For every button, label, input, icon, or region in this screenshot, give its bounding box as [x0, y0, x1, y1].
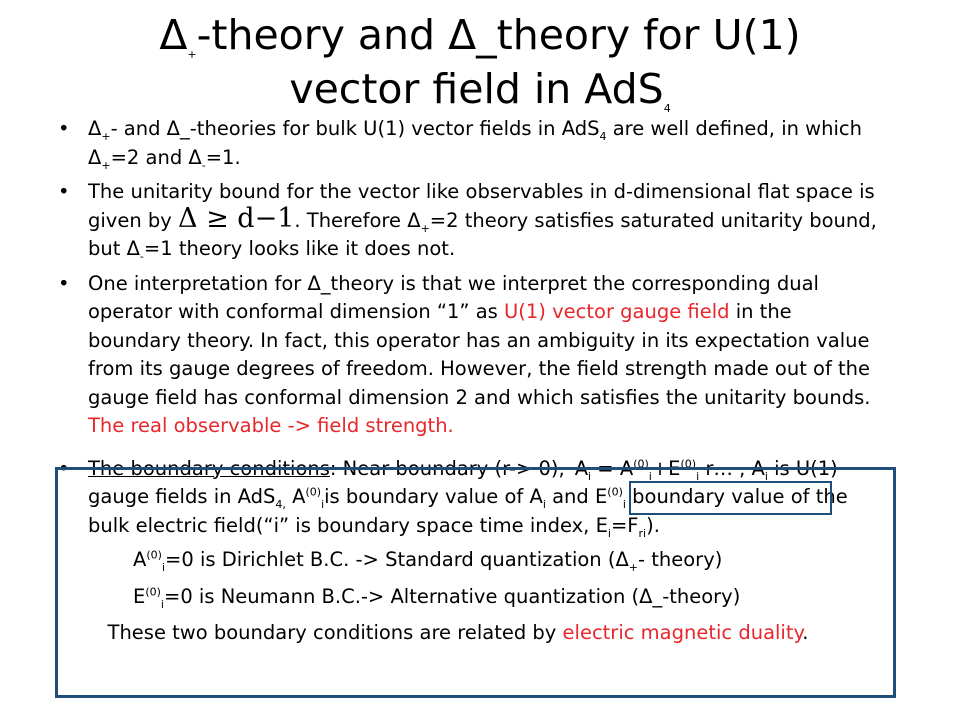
body-text: These two boundary conditions are related by	[107, 621, 563, 644]
body-text: One interpretation for Δ_theory is that we interpret the corresponding dual operator with conformal dimension “1” as	[88, 271, 819, 323]
body-text: A	[285, 485, 306, 508]
subscript: i	[607, 526, 611, 540]
title-line-2	[289, 65, 671, 116]
subscript: +	[101, 158, 111, 172]
body-text: , A	[732, 456, 765, 480]
bullet-delta-theories	[58, 115, 888, 172]
bullet-marker: •	[58, 456, 70, 480]
subscript: -	[201, 158, 206, 172]
body-text: is U(1) gauge fields in AdS	[88, 456, 838, 508]
body-text: Δ	[88, 117, 102, 140]
subscript: 4	[599, 129, 607, 143]
expansion-highlight-box	[629, 481, 832, 515]
title-sub: 4	[663, 102, 671, 116]
body-text: are well defined, in which Δ	[88, 117, 862, 169]
title-text: -theory and Δ	[196, 11, 477, 59]
body-text: in the boundary theory. In fact, this operator has an ambiguity in its expectation value from its gauge degrees of freedom. However, the field strength made out of the gauge field has conformal dimension 2 and which satisfies the unitarity bounds.	[88, 300, 871, 409]
body-text: r…	[699, 456, 733, 480]
body-text: = A	[591, 456, 634, 480]
highlight-gauge-field: U(1) vector gauge field	[504, 300, 730, 323]
superscript: (0)	[633, 457, 649, 470]
bullet-marker: •	[58, 180, 70, 203]
body-text: - and Δ_-theories for bulk U(1) vector fields in AdS	[110, 117, 600, 140]
body-text: boundary value of the bulk electric field(“i” is boundary space time index, E	[88, 485, 848, 537]
title-text: Δ	[159, 11, 188, 59]
superscript: (0)	[145, 585, 161, 598]
subscript: -	[139, 249, 144, 263]
body-text: : Near boundary (r-> 0),	[329, 456, 565, 480]
subscript: i	[542, 497, 546, 511]
subscript: i	[588, 469, 592, 483]
superscript: (0)	[146, 548, 162, 562]
body-text: .	[802, 621, 809, 644]
body-text: and E	[545, 485, 608, 508]
body-text: . Therefore Δ	[294, 208, 421, 232]
body-text: A	[574, 456, 589, 480]
body-text: =2 theory satisfies saturated unitarity bound, but Δ	[88, 208, 877, 260]
subscript: i	[160, 597, 164, 611]
body-text: =0 is Dirichlet B.C. -> Standard quantization (Δ	[165, 548, 629, 571]
subscript: ri	[638, 526, 647, 540]
bullet-marker: •	[58, 271, 70, 295]
body-text: =2 and Δ	[110, 145, 202, 169]
highlight-duality: electric magnetic duality	[562, 621, 803, 644]
body-text: ).	[646, 513, 660, 537]
title-sub: +	[187, 48, 197, 62]
body-text: =F	[610, 513, 639, 537]
boundary-conditions-heading: The boundary conditions	[88, 456, 330, 480]
subscript: i	[696, 469, 700, 483]
unitarity-bound-formula: Δ ≥ d−1	[178, 202, 295, 234]
body-text: The unitarity bound for the vector like observables in d-dimensional flat space is given by	[88, 180, 875, 232]
body-text: E	[133, 584, 146, 608]
highlight-real-observable: The real observable -> field strength.	[88, 414, 454, 437]
superscript: (0)	[607, 485, 623, 499]
body-text: =1 theory looks like it does not.	[143, 237, 456, 260]
subscript: i	[764, 469, 768, 483]
body-text: =0 is Neumann B.C.-> Alternative quantization (Δ_-theory)	[163, 584, 741, 608]
subscript: +	[420, 221, 430, 235]
title-line-1	[159, 11, 801, 62]
subscript: i	[648, 469, 652, 483]
body-text: is boundary value of A	[324, 485, 543, 508]
slide-title	[40, 8, 920, 116]
subscript: +	[101, 129, 111, 143]
superscript: (0)	[305, 485, 322, 499]
bullet-interpretation	[58, 270, 888, 441]
subscript: i	[622, 497, 626, 511]
body-text: A	[133, 548, 147, 571]
body-text: - theory)	[638, 548, 723, 571]
body-text: =1.	[205, 145, 241, 169]
bullet-unitarity-bound	[58, 178, 888, 264]
subscript: i	[321, 497, 325, 511]
title-text: _theory for U(1)	[476, 11, 801, 59]
subscript: 4,	[275, 497, 286, 511]
title-text: vector field in AdS	[289, 65, 664, 113]
superscript: (0)	[680, 457, 697, 470]
subscript: i	[161, 560, 165, 574]
body-text: +E	[651, 456, 681, 480]
subscript: +	[628, 560, 639, 574]
bullet-marker: •	[58, 117, 70, 140]
